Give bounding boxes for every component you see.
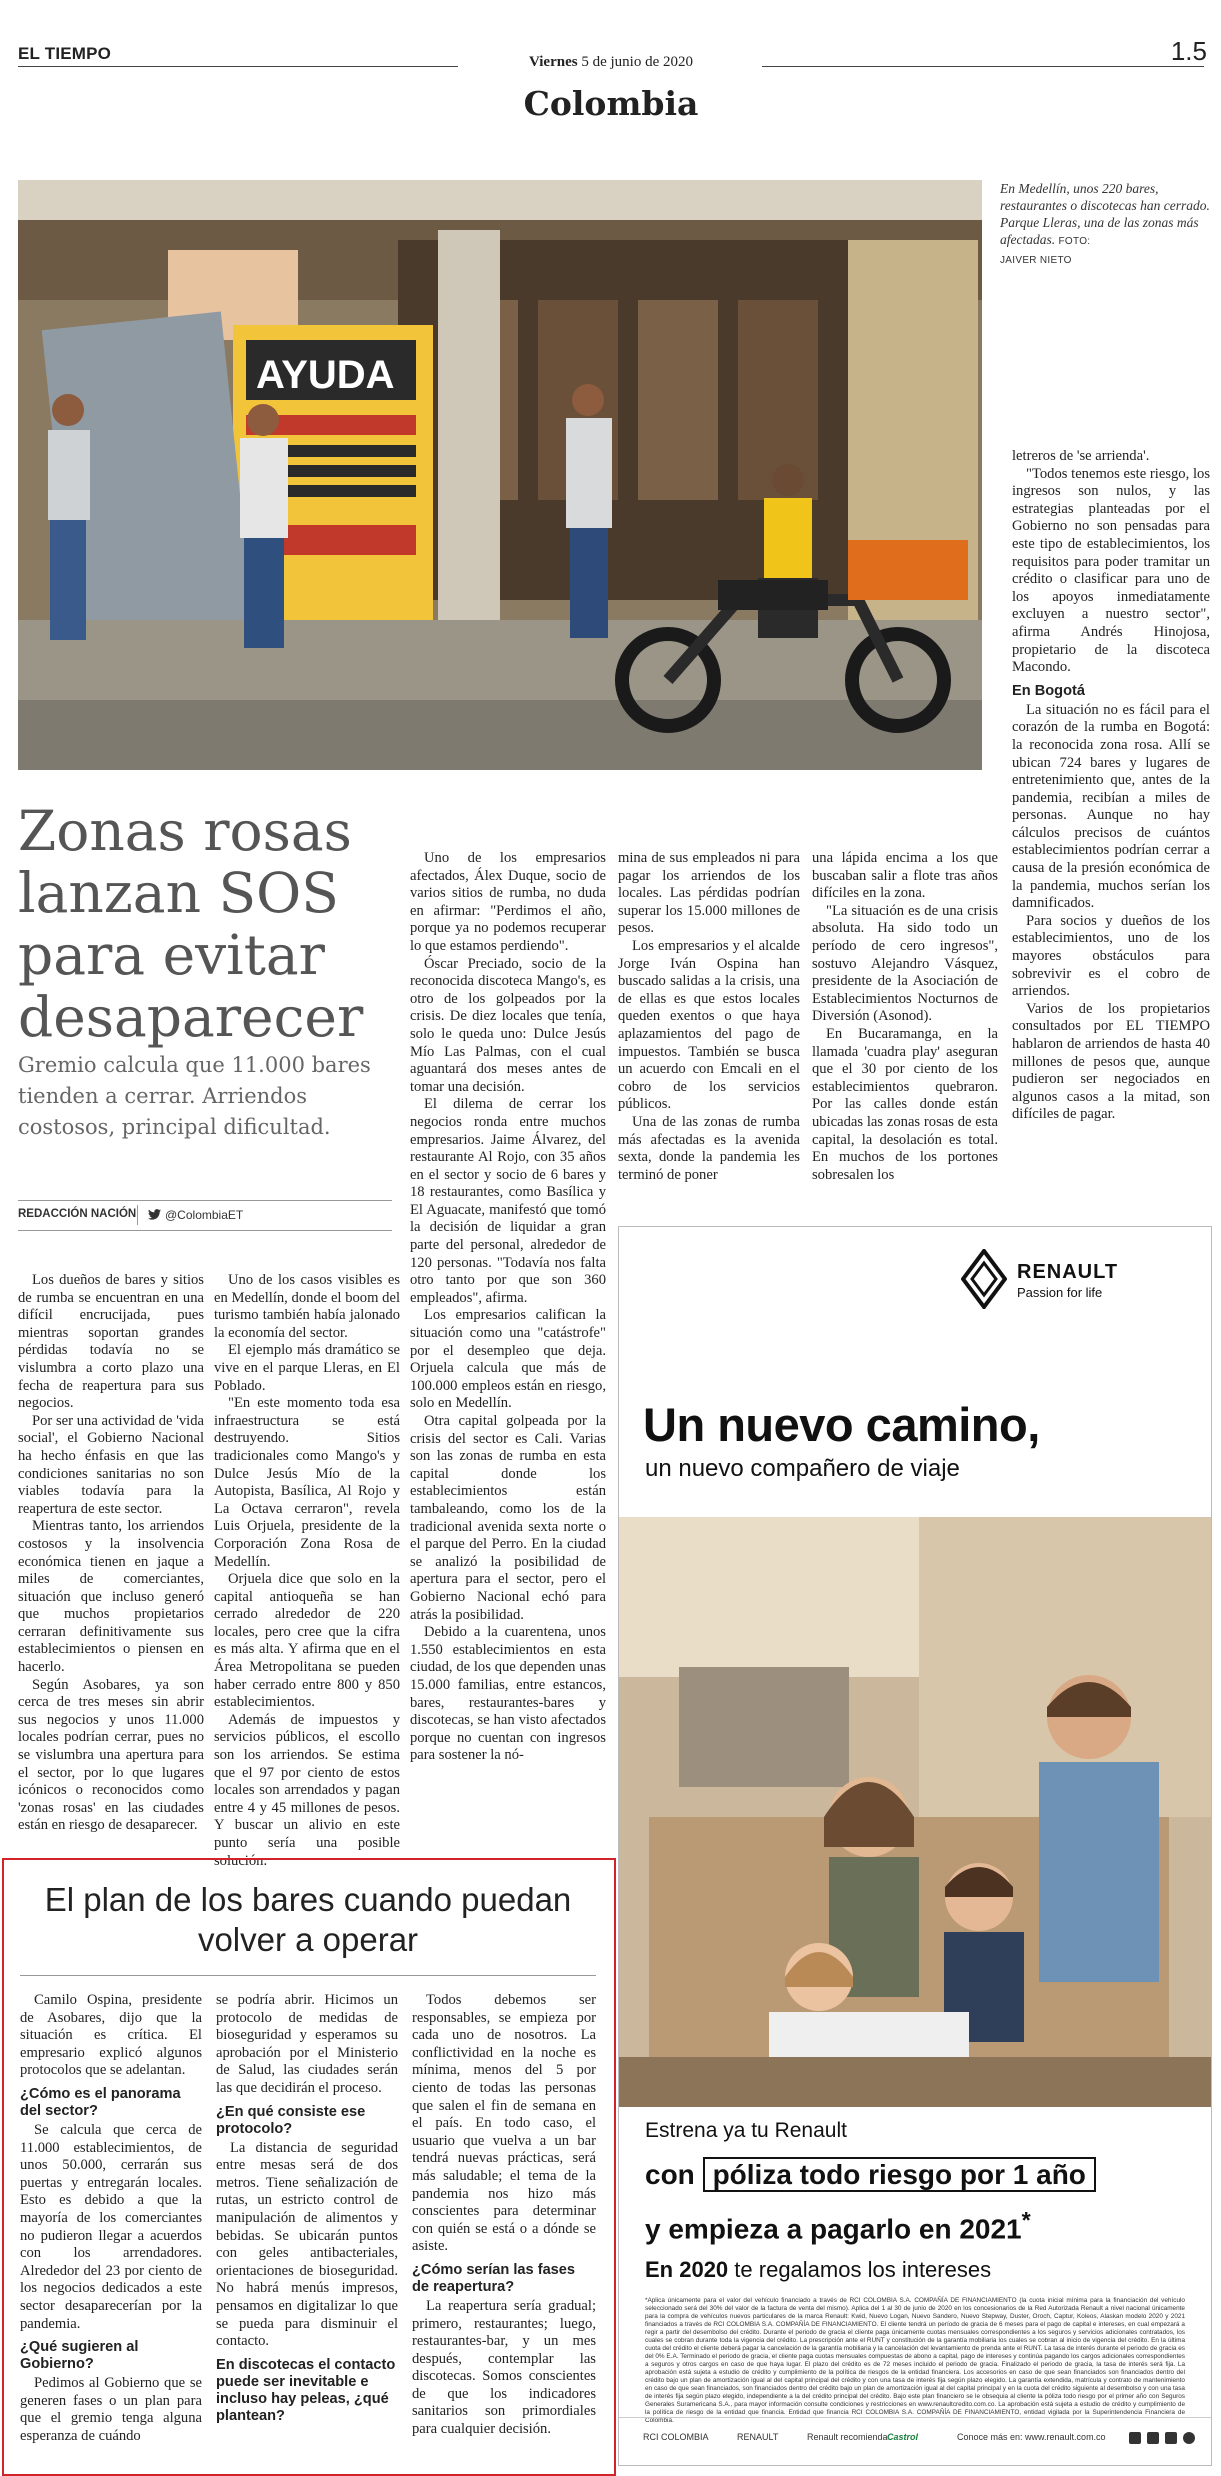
renault-diamond-logo-icon [961, 1249, 1007, 1309]
paragraph: Otra capital golpeada por la crisis del sector es Cali. Varias son las zonas de rumba en esta capital donde los establecimientos están tambaleando, como los de la tradicional avenida sexta norte o el parque del Perro. En la ciudad se analizó la posibilidad de apertura para el sector, pero el Gobierno Nacional echó para atrás la posibilidad. [410, 1413, 606, 1623]
family-illustration [619, 1517, 1211, 2107]
sidebar-answer-3: La distancia de seguridad entre mesas será de dos metros. Tiene señalización de rutas, un estricto control de manipulación de alimentos y bebidas. Se ubicarán puntos con geles antibacteriales, orientaciones de bioseguridad. No habrá menús impresos, pensamos en digitalizar lo que se pueda para disminuir el contacto. [216, 2139, 398, 2350]
paragraph: mina de sus empleados ni para pagar los arriendos de los locales. Las pérdidas podrían superar los 15.000 millones de pesos. [618, 850, 800, 937]
section-title: Colombia [523, 84, 699, 123]
header-rule-right [762, 66, 1204, 67]
paragraph: Los dueños de bares y sitios de rumba se encuentran en una difícil encrucijada, pues mientras soportan grandes pérdidas todavía no se vislumbra a corto plazo una fecha de reapertura para sus negocios. [18, 1272, 204, 1412]
paragraph: La situación no es fácil para el corazón de la rumba en Bogotá: la reconocida zona rosa. Allí se ubican 724 bares y lugares de entretenimiento que, antes de la pandemia, recibían a miles de personas. Aunque no hay cálculos precisos de cuántos establecimientos podrían cerrar a causa de la presión económica de la pandemia, muchos serían los damnificados. [1012, 701, 1210, 912]
article-column-6 [1012, 448, 1210, 1124]
paragraph: Uno de los empresarios afectados, Álex Duque, socio de varios sitios de rumba, no duda en afirmar: "Perdimos el año, porque ya no podemos recuperar lo que estamos perdiendo". [410, 850, 606, 954]
paragraph: El dilema de cerrar los negocios ronda entre muchos empresarios. Jaime Álvarez, del restaurante Al Rojo, con 35 años en el sector y socio de 6 bares y 18 restaurantes, como Basílica y El Aguacate, manifestó que tomó la decisión de liquidar a gran parte del personal, alrededor de 120 personas. "Todavía nos falta otro tanto por que son 360 empleados", afirma. [410, 1096, 606, 1306]
article-column-4 [618, 850, 800, 1184]
ad-promo-year: En 2020 [645, 2257, 729, 2282]
article-headline: Zonas rosas lanzan SOS para evitar desaparecer [18, 799, 364, 1049]
ad-tagline: Passion for life [1017, 1285, 1103, 1300]
sidebar-question-4: En discotecas el contacto puede ser inevitable e incluso hay peleas, ¿qué plantean? [216, 2356, 396, 2424]
sidebar-answer-4: Todos debemos ser responsables, se empieza por cada uno de nosotros. La conflictividad en la noche es mínima, menos del 5 por ciento de todas las personas que salen el fin de semana en el país. En todo caso, el usuario que vuelva a un bar tendrá nuevas prácticas, será más saludable; el tema de la pandemia nos hizo más conscientes para determinar con quién se está o a dónde se asiste. [412, 1992, 596, 2255]
paragraph: Además de impuestos y servicios públicos, el escollo son los arriendos. Se estima que el 97 por ciento de estos locales son arrendados y pagan entre 4 y 45 millones de pesos. Y buscar un alivio en este punto sería una posible solución. [214, 1711, 400, 1869]
header-date [470, 54, 752, 71]
paragraph: Óscar Preciado, socio de la reconocida discoteca Mango's, es otro de los golpeados por la crisis. De diez locales que tenía, solo le queda uno: Dulce Jesús Mío Las Palmas, con el cual aguantará dos meses antes de tomar una decisión. [410, 955, 606, 1095]
ad-brand: RENAULT [1017, 1261, 1119, 1283]
paragraph: una lápida encima a los que buscaban salir a flote tras años difíciles en la zona. [812, 850, 998, 902]
footer-renault-logo: RENAULT [737, 2432, 779, 2442]
renault-advertisement[interactable] [618, 1226, 1212, 2466]
twitter-handle: @ColombiaET [165, 1208, 244, 1222]
ad-subheadline: un nuevo compañero de viaje [645, 1455, 960, 1482]
twitter-icon [148, 1209, 161, 1220]
ad-offer-box: póliza todo riesgo por 1 año [703, 2157, 1096, 2192]
ad-promo [645, 2257, 991, 2283]
sidebar-intro: Camilo Ospina, presidente de Asobares, dijo que la situación es crítica. El empresario explicó algunos protocolos que se adelantan. [20, 1992, 202, 2079]
byline-rule-bottom [18, 1230, 392, 1231]
instagram-icon [1183, 2432, 1195, 2444]
sidebar-question-1: ¿Cómo es el panorama del sector? [20, 2085, 181, 2119]
paragraph: Una de las zonas de rumba más afectadas es la avenida sexta, donde la pandemia les terminó de poner [618, 1113, 800, 1183]
header-rule-left [18, 66, 458, 67]
street-scene-illustration [18, 180, 982, 770]
subheading-bogota: En Bogotá [1012, 682, 1085, 699]
sidebar-answer-5: La reapertura sería gradual; primero, restaurantes; luego, restaurantes-bar, y un mes después, contemplar las discotecas. Somos conscientes de que los indicadores sanitarios son primordiales para cualquier decisión. [412, 2297, 596, 2438]
sidebar-column-3 [412, 1992, 596, 2439]
paragraph: Por ser una actividad de 'vida social', el Gobierno Nacional ha hecho énfasis en que las condiciones sanitarias no son viables todavía para la reapertura de este sector. [18, 1412, 204, 1517]
article-column-3 [410, 850, 606, 1765]
byline-twitter[interactable] [148, 1208, 243, 1222]
byline-divider [137, 1205, 138, 1225]
header-date-text: 5 de junio de 2020 [581, 54, 693, 70]
ad-offer-line2-text: y empieza a pagarlo en 2021 [645, 2213, 1022, 2245]
article-column-5 [812, 850, 998, 1184]
sidebar-answer-2-cont: se podría abrir. Hicimos un protocolo de medidas de bioseguridad y esperamos su aprobación por el Ministerio de Salud, las ciudades serán las que decidirán el proceso. [216, 1992, 398, 2096]
twitter-icon [1147, 2432, 1159, 2444]
caption-credit-name: JAIVER NIETO [1000, 255, 1072, 266]
ad-offer-pre: con [645, 2159, 695, 2190]
sidebar-answer-2: Pedimos al Gobierno que se generen fases o un plan para que el gremio tenga alguna esperanza de cuándo [20, 2375, 202, 2444]
paragraph: "Todos tenemos este riesgo, los ingresos son nulos, y las estrategias planteadas por el Gobierno no son pensadas para este tipo de establecimientos, los requisitos para poder tramitar un crédito o clasificar para uno de los apoyos inmediatamente excluyen a nuestro sector", afirma Andrés Hinojosa, propietario de la discoteca Macondo. [1012, 465, 1210, 676]
paragraph: letreros de 'se arrienda'. [1012, 448, 1150, 464]
paragraph: Uno de los casos visibles es en Medellín, donde el boom del turismo también había jalonado la economía del sector. [214, 1272, 400, 1341]
paragraph: "En este momento toda esa infraestructura se está destruyendo. Sitios tradicionales como Mango's y Dulce Jesús Mío de la Autopista, Basílica, Al Rojo y La Octava cerraron", revela Luis Orjuela, presidente de la Corporación Zona Rosa de Medellín. [214, 1395, 400, 1570]
footer-recommend: Renault recomienda [807, 2432, 888, 2442]
caption-text: En Medellín, unos 220 bares, restaurantes o discotecas han cerrado. Parque Lleras, una de las zonas más afectadas. [1000, 181, 1210, 247]
ad-promo-rest: te regalamos los intereses [734, 2257, 992, 2282]
sidebar-title: El plan de los bares cuando puedan volver a operar [44, 1881, 572, 1958]
ad-headline: Un nuevo camino, [643, 1398, 1040, 1451]
footer-rci-logo: RCI COLOMBIA [643, 2432, 709, 2442]
sidebar-question-5: ¿Cómo serían las fases de reapertura? [412, 2261, 576, 2295]
sidebar-title-rule [20, 1975, 596, 1976]
paragraph: "La situación es de una crisis absoluta. Ha sido todo un período de cero ingresos", sostuvo Alejandro Vásquez, presidente de la Asociación de Establecimientos Nocturnos de Diversión (Asonod). [812, 902, 998, 1025]
paragraph: Mientras tanto, los arriendos costosos y la insolvencia económica tienen en jaque a miles de comerciantes, situación que incluso generó que muchos propietarios cerraran definitivamente sus establecimientos o piensen en hacerlo. [18, 1518, 204, 1676]
ad-fine-print: *Aplica únicamente para el valor del vehículo financiado a través de RCI COLOMBIA S.A. COMPAÑÍA DE FINANCIAMIENTO (la cuota inicial mínima para la financiación del vehículo seleccionado será del 30% del valor de la factura de venta del mismo). Aplica del 1 al 30 de junio de 2020 en los concesionarios de la Red Autorizada Renault a nivel nacional únicamente para la compra de vehículos nuevos particulares de la marca Renault: Kwid, Nuevo Logan, Nuevo Sandero, Nuevo Stepway, Duster, Oroch, Captur, Koleos, Alaskan modelo 2020 y 2021 financiados a través de RCI COLOMBIA S.A. COMPAÑÍA DE FINANCIAMIENTO. El cliente tendrá un período de gracia de 6 meses para el pago de capital e intereses, en cual empezará a regir a partir del desembolso del crédito. Durante el periodo de gracia el cliente paga únicamente cuotas mensuales correspondientes a los seguros y servicios adicionales contratados, los cuales se cobran durante toda la vigencia del crédito. La prescripción ante el RUNT y constitución de la garantía mobiliaria los cuales se cobran al inicio de vigencia del crédito. En la última cuota del crédito el cliente deberá pagar la cancelación de la garantía mobiliaria y la cancelación del levantamiento de prenda ante el RUNT. La tasa de interés durante el periodo de gracia es del 0% E.A. Terminado el periodo de gracia, el cliente paga cuotas mensuales compuestas de abono a capital, pago de intereses y continúa pagando los cargos adicionales correspondientes a seguros y otros cargos en caso de que haya lugar. El plazo del crédito es de 72 meses incluido el periodo de gracia. Finalizado el periodo de gracia, la tasa de interés será fija. La aprobación está sujeta a estudio de crédito y cumplimiento de la política de riesgos de la entidad financiera. Los accesorios en caso de que sean financiados son financiados dentro del crédito bajo un plan de amortización igual al del capital principal del crédito y con una tasa de interés fija según plazo elegido. La garantía extendida, matrícula y contrato de mantenimiento en caso de que sean financiados, son financiados dentro del crédito bajo un plan de amortización igual al del capital principal y en la cuota del crédito siguiente al desembolso y con una tasa de interés fija según plazo elegido, independiente a la del crédito principal del crédito. Bajo este plan financiero se le obsequia al cliente la póliza todo riesgo por el primer año con Seguros Generales Suramericana S.A., para mayor información consulte condiciones y restricciones en www.renaultcredito.com.co. La aprobación está sujeta a estudio de crédito y cumplimiento de la política de riesgo de la entidad que financia. Entidad que financia RCI COLOMBIA S.A. COMPAÑÍA DE FINANCIAMIENTO, entidad vigilada por la Superintendencia Financiera de Colombia. [645, 2297, 1185, 2424]
sidebar-column-2 [216, 1992, 398, 2427]
byline-author [18, 1208, 136, 1220]
byline-author-text: REDACCIÓN NACIÓN [18, 1208, 137, 1220]
footer-castrol-logo: Castrol [887, 2432, 919, 2442]
article-column-1 [18, 1272, 204, 1835]
header-weekday: Viernes [528, 54, 578, 70]
paragraph: Para socios y dueños de los establecimientos, uno de los mayores obstáculos para sobrevivir es el cobro de arriendos. [1012, 912, 1210, 1000]
sidebar-answer-1: Se calcula que cerca de 11.000 establecimientos, de unos 50.000, cerrarán sus puertas y entregarán locales. Esto es debido a que la mayoría de los comerciantes no pudieron llegar a acuerdos con los arrendadores. Alrededor del 23 por ciento de los negocios dedicados a este sector desaparecerían por la pandemia. [20, 2121, 202, 2332]
ad-footer [619, 2417, 1211, 2462]
facebook-icon [1129, 2432, 1141, 2444]
paragraph: Los empresarios y el alcalde Jorge Iván Ospina han buscado salidas a la crisis, una de ellas es que estos locales queden exentos o que haya aplazamientos del pago de impuestos. También se busca un acuerdo con Emcali en el cobro de los servicios públicos. [618, 937, 800, 1113]
footer-website-link[interactable]: Conoce más en: www.renault.com.co [957, 2432, 1106, 2442]
paragraph: Varios de los propietarios consultados por EL TIEMPO hablaron de arriendos de hasta 40 millones de pesos que, aunque pudieron ser negociados en algunos casos a la mitad, son difíciles de pagar. [1012, 1000, 1210, 1123]
newspaper-brand: EL TIEMPO [18, 44, 112, 63]
sidebar-question-3: ¿En qué consiste ese protocolo? [216, 2103, 366, 2137]
paragraph: Orjuela dice que solo en la capital antioqueña se han cerrado alrededor de 220 locales, pero cree que la cifra es más alta. Y afirma que en el Área Metropolitana se pueden haber cerrado entre 800 y 850 establecimientos. [214, 1571, 400, 1711]
paragraph: Debido a la cuarentena, unos 1.550 establecimientos en esta ciudad, de los que dependen unas 15.000 familias, entre estancos, bares, restaurantes-bares y discotecas, se han visto afectados porque no cuentan con ingresos para sostener la nó- [410, 1624, 606, 1764]
ad-estrena: Estrena ya tu Renault [645, 2119, 847, 2142]
byline-rule-top [18, 1200, 392, 1201]
sidebar-question-2: ¿Qué sugieren al Gobierno? [20, 2339, 139, 2373]
youtube-icon [1165, 2432, 1177, 2444]
sidebar-column-1 [20, 1992, 202, 2445]
paragraph: El ejemplo más dramático se vive en el parque Lleras, en El Poblado. [214, 1342, 400, 1394]
ad-family-photo [619, 1517, 1211, 2107]
social-icons[interactable] [1129, 2432, 1195, 2444]
article-dek: Gremio calcula que 11.000 bares tienden a cerrar. Arriendos costosos, principal dificultad. [18, 1053, 371, 1139]
ad-offer-line-2 [645, 2207, 1031, 2245]
paragraph: Según Asobares, ya son cerca de tres meses sin abrir sus negocios y unos 11.000 locales podrían cerrar, pues no se vislumbra una apertura para el sector, por lo que lugares icónicos o reconocidos como 'zonas rosas' en las ciudades están en riesgo de desaparecer. [18, 1676, 204, 1834]
sign-text: AYUDA [256, 353, 395, 397]
ad-offer-asterisk: * [1021, 2207, 1031, 2233]
photo-caption [1000, 180, 1210, 269]
article-column-2 [214, 1272, 400, 1870]
main-photo [18, 180, 982, 770]
caption-credit-label: FOTO: [1058, 236, 1091, 247]
ad-offer-line-1 [645, 2159, 1096, 2191]
paragraph: En Bucaramanga, en la llamada 'cuadra play' aseguran que el 30 por ciento de los establecimientos quebraron. Por las calles donde están ubicadas las zonas rosas de esta capital, la desolación es total. En muchos de los portones sobresalen los [812, 1025, 998, 1183]
paragraph: Los empresarios califican la situación como una "catástrofe" por el desempleo que deja. Orjuela calcula que más de 100.000 empleos están en riesgo, solo en Medellín. [410, 1307, 606, 1412]
page-number: 1.5 [1170, 36, 1207, 66]
